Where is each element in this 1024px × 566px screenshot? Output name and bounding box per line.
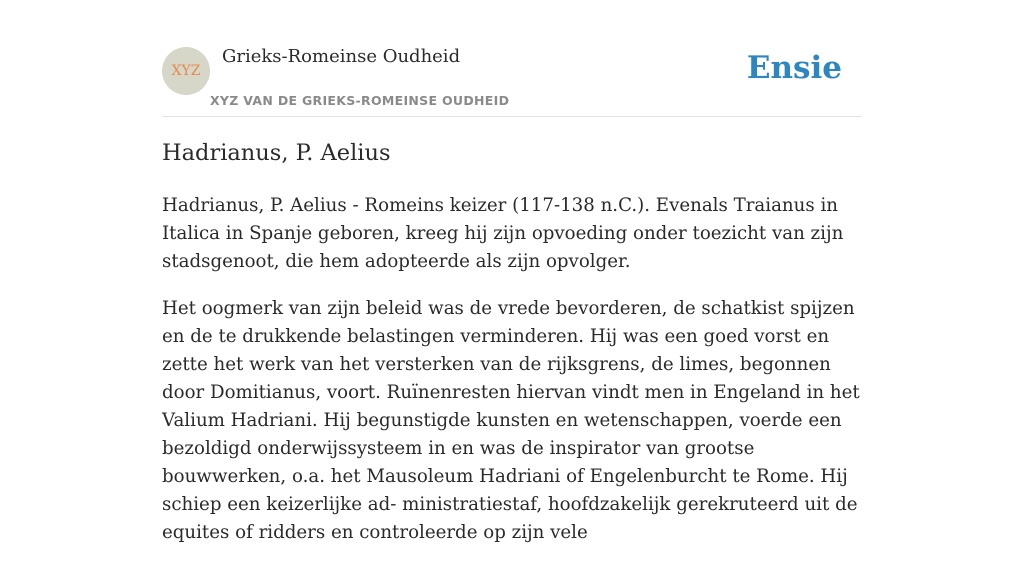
article-title: Hadrianus, P. Aelius [162,140,391,166]
header [162,0,862,117]
article-paragraph: Het oogmerk van zijn beleid was de vrede bevorderen, de schatkist spijzen en de te drukkende belastingen verminderen. Hij was een goed vorst en zette het werk van het versterken van de rijksgrens, de limes, begonnen door Domitianus, voort. Ruïnenresten hiervan vindt men in Engeland in het Valium Hadriani. Hij begunstigde kunsten en wetenschappen, voerde een bezoldigd onderwijssysteem in en was de inspirator van grootse bouwwerken, o.a. het Mausoleum Hadriani of Engelenburcht te Rome. Hij schiep een keizerlijke ad- ministratiestaf, hoofdzakelijk gerekruteerd uit de equites of ridders en controleerde op zijn vele [162,298,860,543]
book-title[interactable]: Grieks-Romeinse Oudheid [222,46,461,67]
article-paragraph: Hadrianus, P. Aelius - Romeins keizer (117-138 n.C.). Evenals Traianus in Italica in Spanje geboren, kreeg hij zijn opvoeding onder toezicht van zijn stadsgenoot, die hem adopteerde als zijn opvolger. [162,195,844,272]
brand-logo[interactable]: Ensie [746,50,842,86]
avatar[interactable] [162,47,210,95]
article-body [162,192,862,566]
avatar-text: XYZ [171,63,201,79]
book-subtitle[interactable]: XYZ VAN DE GRIEKS-ROMEINSE OUDHEID [210,93,510,108]
